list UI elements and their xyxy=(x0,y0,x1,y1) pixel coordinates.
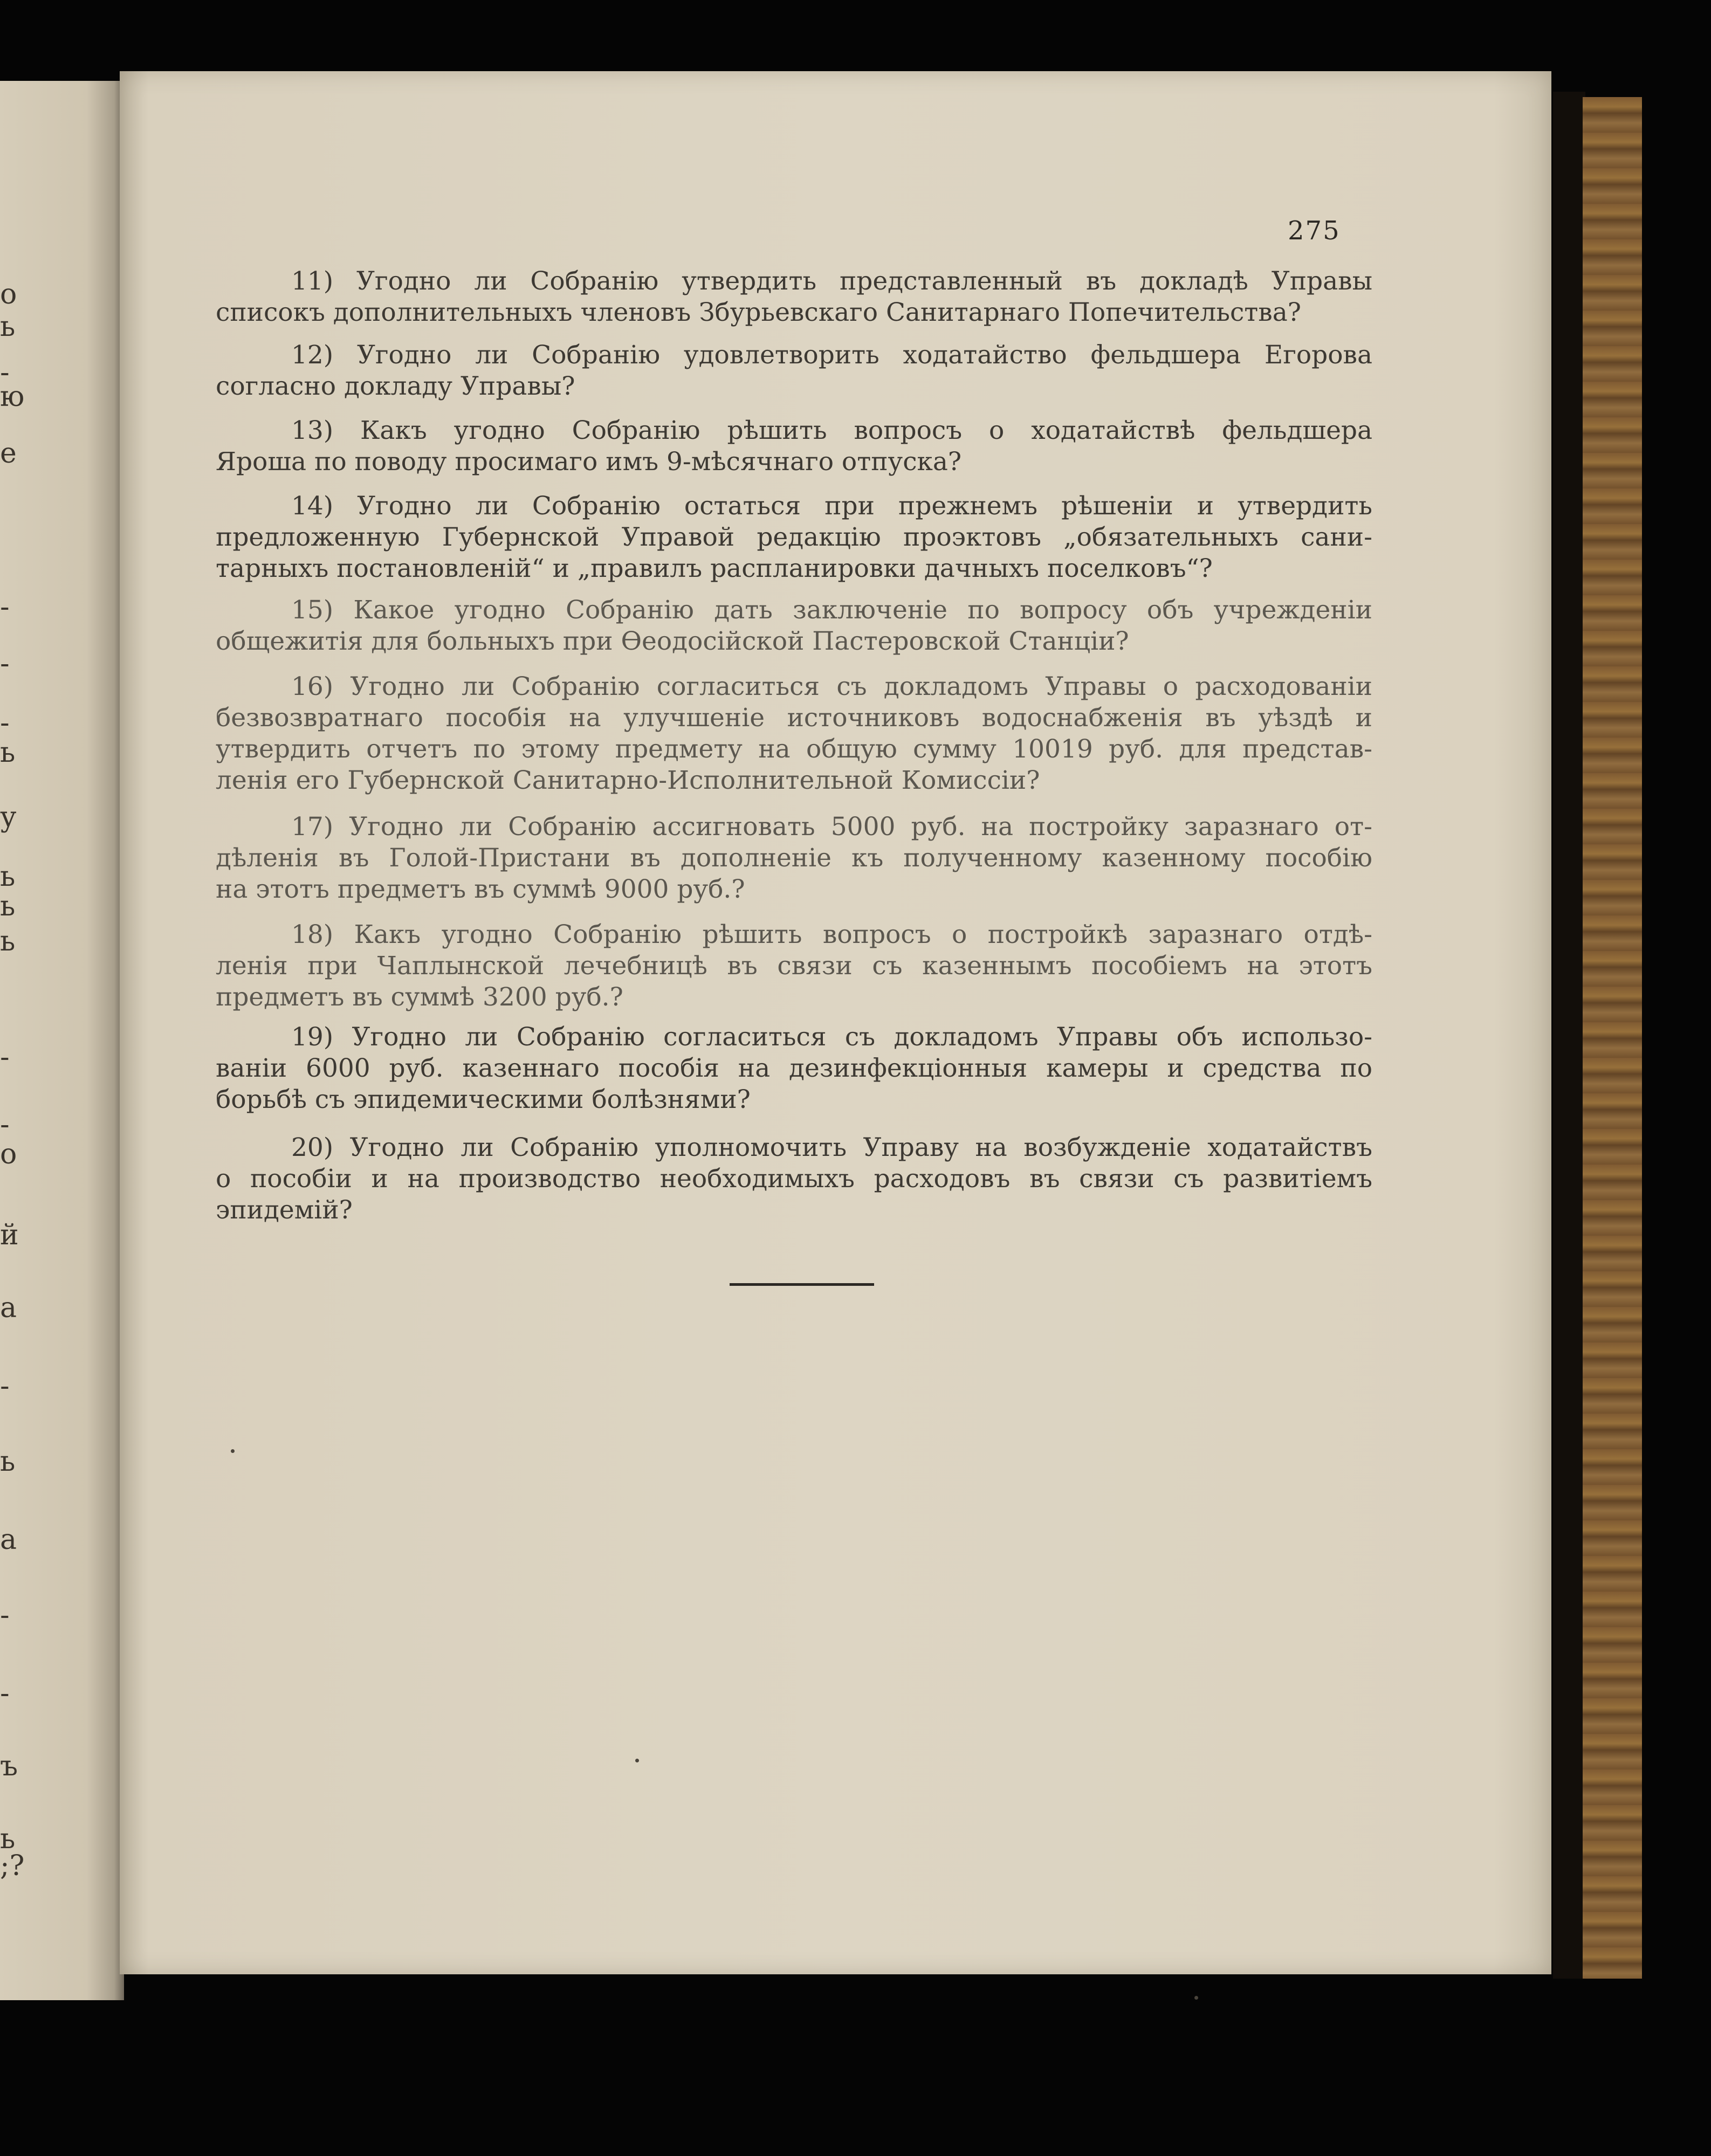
left-page-fragment: о xyxy=(0,1138,17,1170)
page-number: 275 xyxy=(1288,216,1341,246)
question-line: списокъ дополнительныхъ членовъ Збурьевскаго Санитарнаго Попечительства? xyxy=(216,298,1301,327)
left-page-fragment: - xyxy=(0,1041,10,1073)
question-item xyxy=(216,1022,1372,1115)
ink-speck xyxy=(1194,1996,1198,2000)
question-item xyxy=(216,595,1372,657)
question-item xyxy=(216,811,1372,905)
question-item xyxy=(216,919,1372,1013)
ink-speck xyxy=(231,1449,235,1453)
left-page-fragment: ;? xyxy=(0,1850,25,1882)
question-line: безвозвратнаго пособія на улучшеніе источниковъ водоснабженія въ уѣздѣ и xyxy=(216,703,1372,733)
left-page-fragment: ь xyxy=(0,1445,16,1478)
left-page-fragment: - xyxy=(0,356,10,389)
left-page-fragment: ь xyxy=(0,925,16,958)
question-line: ленія его Губернской Санитарно-Исполнительной Комиссіи? xyxy=(216,766,1040,795)
question-item xyxy=(216,1132,1372,1226)
question-line: 13) Какъ угодно Собранію рѣшить вопросъ о ходатайствѣ фельдшера xyxy=(291,416,1372,445)
question-line: тарныхъ постановленій“ и „правилъ распланировки дачныхъ поселковъ“? xyxy=(216,554,1213,583)
left-page-fragment: - xyxy=(0,1677,10,1710)
question-item xyxy=(216,415,1372,478)
left-page-fragment: а xyxy=(0,1524,17,1556)
question-line: 11) Угодно ли Собранію утвердить представленный въ докладѣ Управы xyxy=(291,266,1372,296)
question-line: 16) Угодно ли Собранію согласиться съ докладомъ Управы о расходованіи xyxy=(291,672,1372,701)
left-page-fragment: й xyxy=(0,1219,19,1251)
question-line: дѣленія въ Голой-Пристани въ дополненіе къ полученному казенному пособію xyxy=(216,843,1372,873)
left-page-fragment: - xyxy=(0,591,10,623)
left-page-fragment: а xyxy=(0,1292,17,1324)
left-page-fragment: - xyxy=(0,648,10,680)
left-page-fragment: - xyxy=(0,1108,10,1141)
question-line: 15) Какое угодно Собранію дать заключеніе по вопросу объ учрежденіи xyxy=(291,595,1372,625)
question-line: общежитія для больныхъ при Ѳеодосійской Пастеровской Станціи? xyxy=(216,626,1129,656)
question-line: 14) Угодно ли Собранію остаться при прежнемъ рѣшеніи и утвердить xyxy=(291,491,1372,521)
question-line: 20) Угодно ли Собранію уполномочить Управу на возбужденіе ходатайствъ xyxy=(291,1133,1372,1162)
left-page-fragment: - xyxy=(0,1370,10,1402)
question-line: предложенную Губернской Управой редакцію проэктовъ „обязательныхъ сани- xyxy=(216,522,1372,552)
question-line: 12) Угодно ли Собранію удовлетворить ходатайство фельдшера Егорова xyxy=(291,340,1372,370)
left-page-fragment: ь xyxy=(0,736,16,769)
left-page-fragment: о xyxy=(0,278,17,311)
question-line: 17) Угодно ли Собранію ассигновать 5000 руб. на постройку заразнаго от- xyxy=(291,812,1372,842)
ink-speck xyxy=(635,1759,639,1762)
book-edge xyxy=(1553,92,1585,1979)
question-line: 19) Угодно ли Собранію согласиться съ докладомъ Управы объ использо- xyxy=(291,1022,1372,1052)
question-line: предметъ въ суммѣ 3200 руб.? xyxy=(216,982,623,1012)
question-item xyxy=(216,340,1372,402)
question-line: на этотъ предметъ въ суммѣ 9000 руб.? xyxy=(216,874,745,904)
question-line: согласно докладу Управы? xyxy=(216,371,575,401)
question-line: ленія при Чаплынской лечебницѣ въ связи съ казеннымъ пособіемъ на этотъ xyxy=(216,951,1372,981)
question-line: 18) Какъ угодно Собранію рѣшить вопросъ о постройкѣ заразнаго отдѣ- xyxy=(291,920,1372,949)
left-page-fragment: ь xyxy=(0,311,16,343)
left-page-fragment: ь xyxy=(0,860,16,893)
left-page-fragment: ь xyxy=(0,890,16,922)
left-page-fragment: - xyxy=(0,1599,10,1631)
question-line: ваніи 6000 руб. казеннаго пособія на дезинфекціонныя камеры и средства по xyxy=(216,1053,1372,1083)
question-line: эпидемій? xyxy=(216,1195,353,1225)
question-item xyxy=(216,671,1372,796)
question-item xyxy=(216,491,1372,584)
left-page-fragment: ь xyxy=(0,1823,16,1855)
left-page-fragment: ъ xyxy=(0,1750,18,1782)
left-page-fragment: - xyxy=(0,707,10,739)
section-divider-rule xyxy=(730,1283,874,1286)
question-line: о пособіи и на производство необходимыхъ расходовъ въ связи съ развитіемъ xyxy=(216,1164,1372,1194)
question-line: Ярошa по поводу просимаго имъ 9-мѣсячнаго отпуска? xyxy=(216,447,962,477)
left-facing-page xyxy=(0,81,124,2000)
left-page-fragment: ю xyxy=(0,381,25,413)
left-page-fragment: е xyxy=(0,437,17,470)
question-line: утвердить отчетъ по этому предмету на общую сумму 10019 руб. для представ- xyxy=(216,734,1372,764)
question-item xyxy=(216,266,1372,328)
left-page-fragment: у xyxy=(0,801,17,834)
book-cover-edge xyxy=(1583,97,1642,1979)
question-line: борьбѣ съ эпидемическими болѣзнями? xyxy=(216,1085,751,1114)
